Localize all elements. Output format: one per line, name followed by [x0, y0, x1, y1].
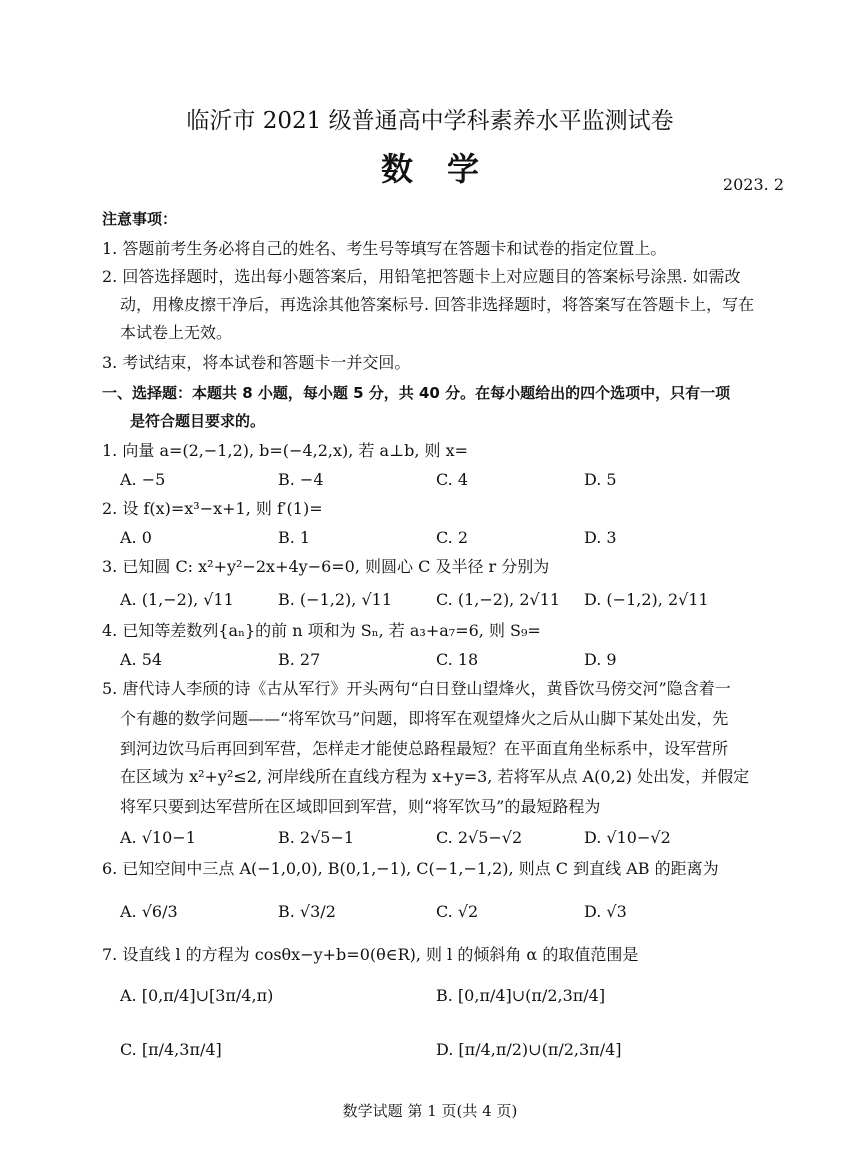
- section-heading: 一、选择题：本题共 8 小题，每小题 5 分，共 40 分。在每小题给出的四个选项中，只有一项: [102, 384, 731, 402]
- page-footer: 数学试题 第 1 页(共 4 页): [342, 1102, 518, 1120]
- q4-option-c: C. 18: [436, 650, 479, 669]
- question-1-stem: 1. 向量 a=(2,−1,2), b=(−4,2,x), 若 a⊥b, 则 x=: [102, 441, 469, 460]
- q2-option-a: A. 0: [120, 528, 152, 547]
- q6-option-a: A. √6/3: [120, 902, 178, 921]
- q1-option-a: A. −5: [120, 470, 166, 489]
- notice-item-1: 1. 答题前考生务必将自己的姓名、考生号等填写在答题卡和试卷的指定位置上。: [102, 239, 667, 258]
- question-5-line-5: 将军只要到达军营所在区域即回到军营，则“将军饮马”的最短路程为: [120, 797, 601, 816]
- notice-item-2-cont: 动，用橡皮擦干净后，再选涂其他答案标号. 回答非选择题时，将答案写在答题卡上，写在: [120, 295, 755, 314]
- notice-heading: 注意事项：: [102, 210, 178, 228]
- question-5-line-2: 个有趣的数学问题——“将军饮马”问题，即将军在观望烽火之后从山脚下某处出发，先: [120, 709, 729, 728]
- q6-option-d: D. √3: [584, 902, 627, 921]
- question-5-line-1: 5. 唐代诗人李颀的诗《古从军行》开头两句“白日登山望烽火，黄昏饮马傍交河”隐含着一: [102, 679, 731, 698]
- q5-option-d: D. √10−√2: [584, 828, 671, 847]
- q5-option-a: A. √10−1: [120, 828, 196, 847]
- notice-item-2: 2. 回答选择题时，选出每小题答案后，用铅笔把答题卡上对应题目的答案标号涂黑. 如需改: [102, 267, 741, 286]
- q5-option-c: C. 2√5−√2: [436, 828, 523, 847]
- q4-option-d: D. 9: [584, 650, 617, 669]
- notice-item-2-end: 本试卷上无效。: [120, 323, 233, 342]
- q6-option-c: C. √2: [436, 902, 479, 921]
- question-4-stem: 4. 已知等差数列{aₙ}的前 n 项和为 Sₙ, 若 a₃+a₇=6, 则 S₉=: [102, 621, 541, 640]
- subject-title: 数学: [380, 150, 513, 188]
- exam-title: 临沂市 2021 级普通高中学科素养水平监测试卷: [186, 108, 674, 134]
- question-6-stem: 6. 已知空间中三点 A(−1,0,0), B(0,1,−1), C(−1,−1,2), 则点 C 到直线 AB 的距离为: [102, 859, 719, 878]
- q7-option-a: A. [0,π/4]∪[3π/4,π): [120, 986, 274, 1005]
- section-heading-cont: 是符合题目要求的。: [130, 412, 266, 430]
- q1-option-c: C. 4: [436, 470, 469, 489]
- q3-option-b: B. (−1,2), √11: [278, 590, 392, 609]
- q3-option-c: C. (1,−2), 2√11: [436, 590, 561, 609]
- q5-option-b: B. 2√5−1: [278, 828, 355, 847]
- q1-option-b: B. −4: [278, 470, 324, 489]
- q1-option-d: D. 5: [584, 470, 617, 489]
- question-3-stem: 3. 已知圆 C: x²+y²−2x+4y−6=0, 则圆心 C 及半径 r 分别为: [102, 557, 550, 576]
- exam-date: 2023. 2: [722, 175, 784, 194]
- q2-option-c: C. 2: [436, 528, 469, 547]
- q4-option-a: A. 54: [120, 650, 163, 669]
- q2-option-d: D. 3: [584, 528, 617, 547]
- q7-option-d: D. [π/4,π/2)∪(π/2,3π/4]: [436, 1040, 622, 1059]
- q2-option-b: B. 1: [278, 528, 311, 547]
- question-7-stem: 7. 设直线 l 的方程为 cosθx−y+b=0(θ∈R), 则 l 的倾斜角 α 的取值范围是: [102, 945, 639, 964]
- question-2-stem: 2. 设 f(x)=x³−x+1, 则 f′(1)=: [102, 499, 323, 518]
- question-5-line-3: 到河边饮马后再回到军营，怎样走才能使总路程最短？在平面直角坐标系中，设军营所: [120, 739, 729, 758]
- q7-option-c: C. [π/4,3π/4]: [120, 1040, 222, 1059]
- q3-option-d: D. (−1,2), 2√11: [584, 590, 709, 609]
- q4-option-b: B. 27: [278, 650, 321, 669]
- q6-option-b: B. √3/2: [278, 902, 336, 921]
- question-5-line-4: 在区域为 x²+y²≤2, 河岸线所在直线方程为 x+y=3, 若将军从点 A(0,2) 处出发，并假定: [120, 767, 750, 786]
- q7-option-b: B. [0,π/4]∪(π/2,3π/4]: [436, 986, 606, 1005]
- notice-item-3: 3. 考试结束，将本试卷和答题卡一并交回。: [102, 353, 411, 372]
- q3-option-a: A. (1,−2), √11: [120, 590, 234, 609]
